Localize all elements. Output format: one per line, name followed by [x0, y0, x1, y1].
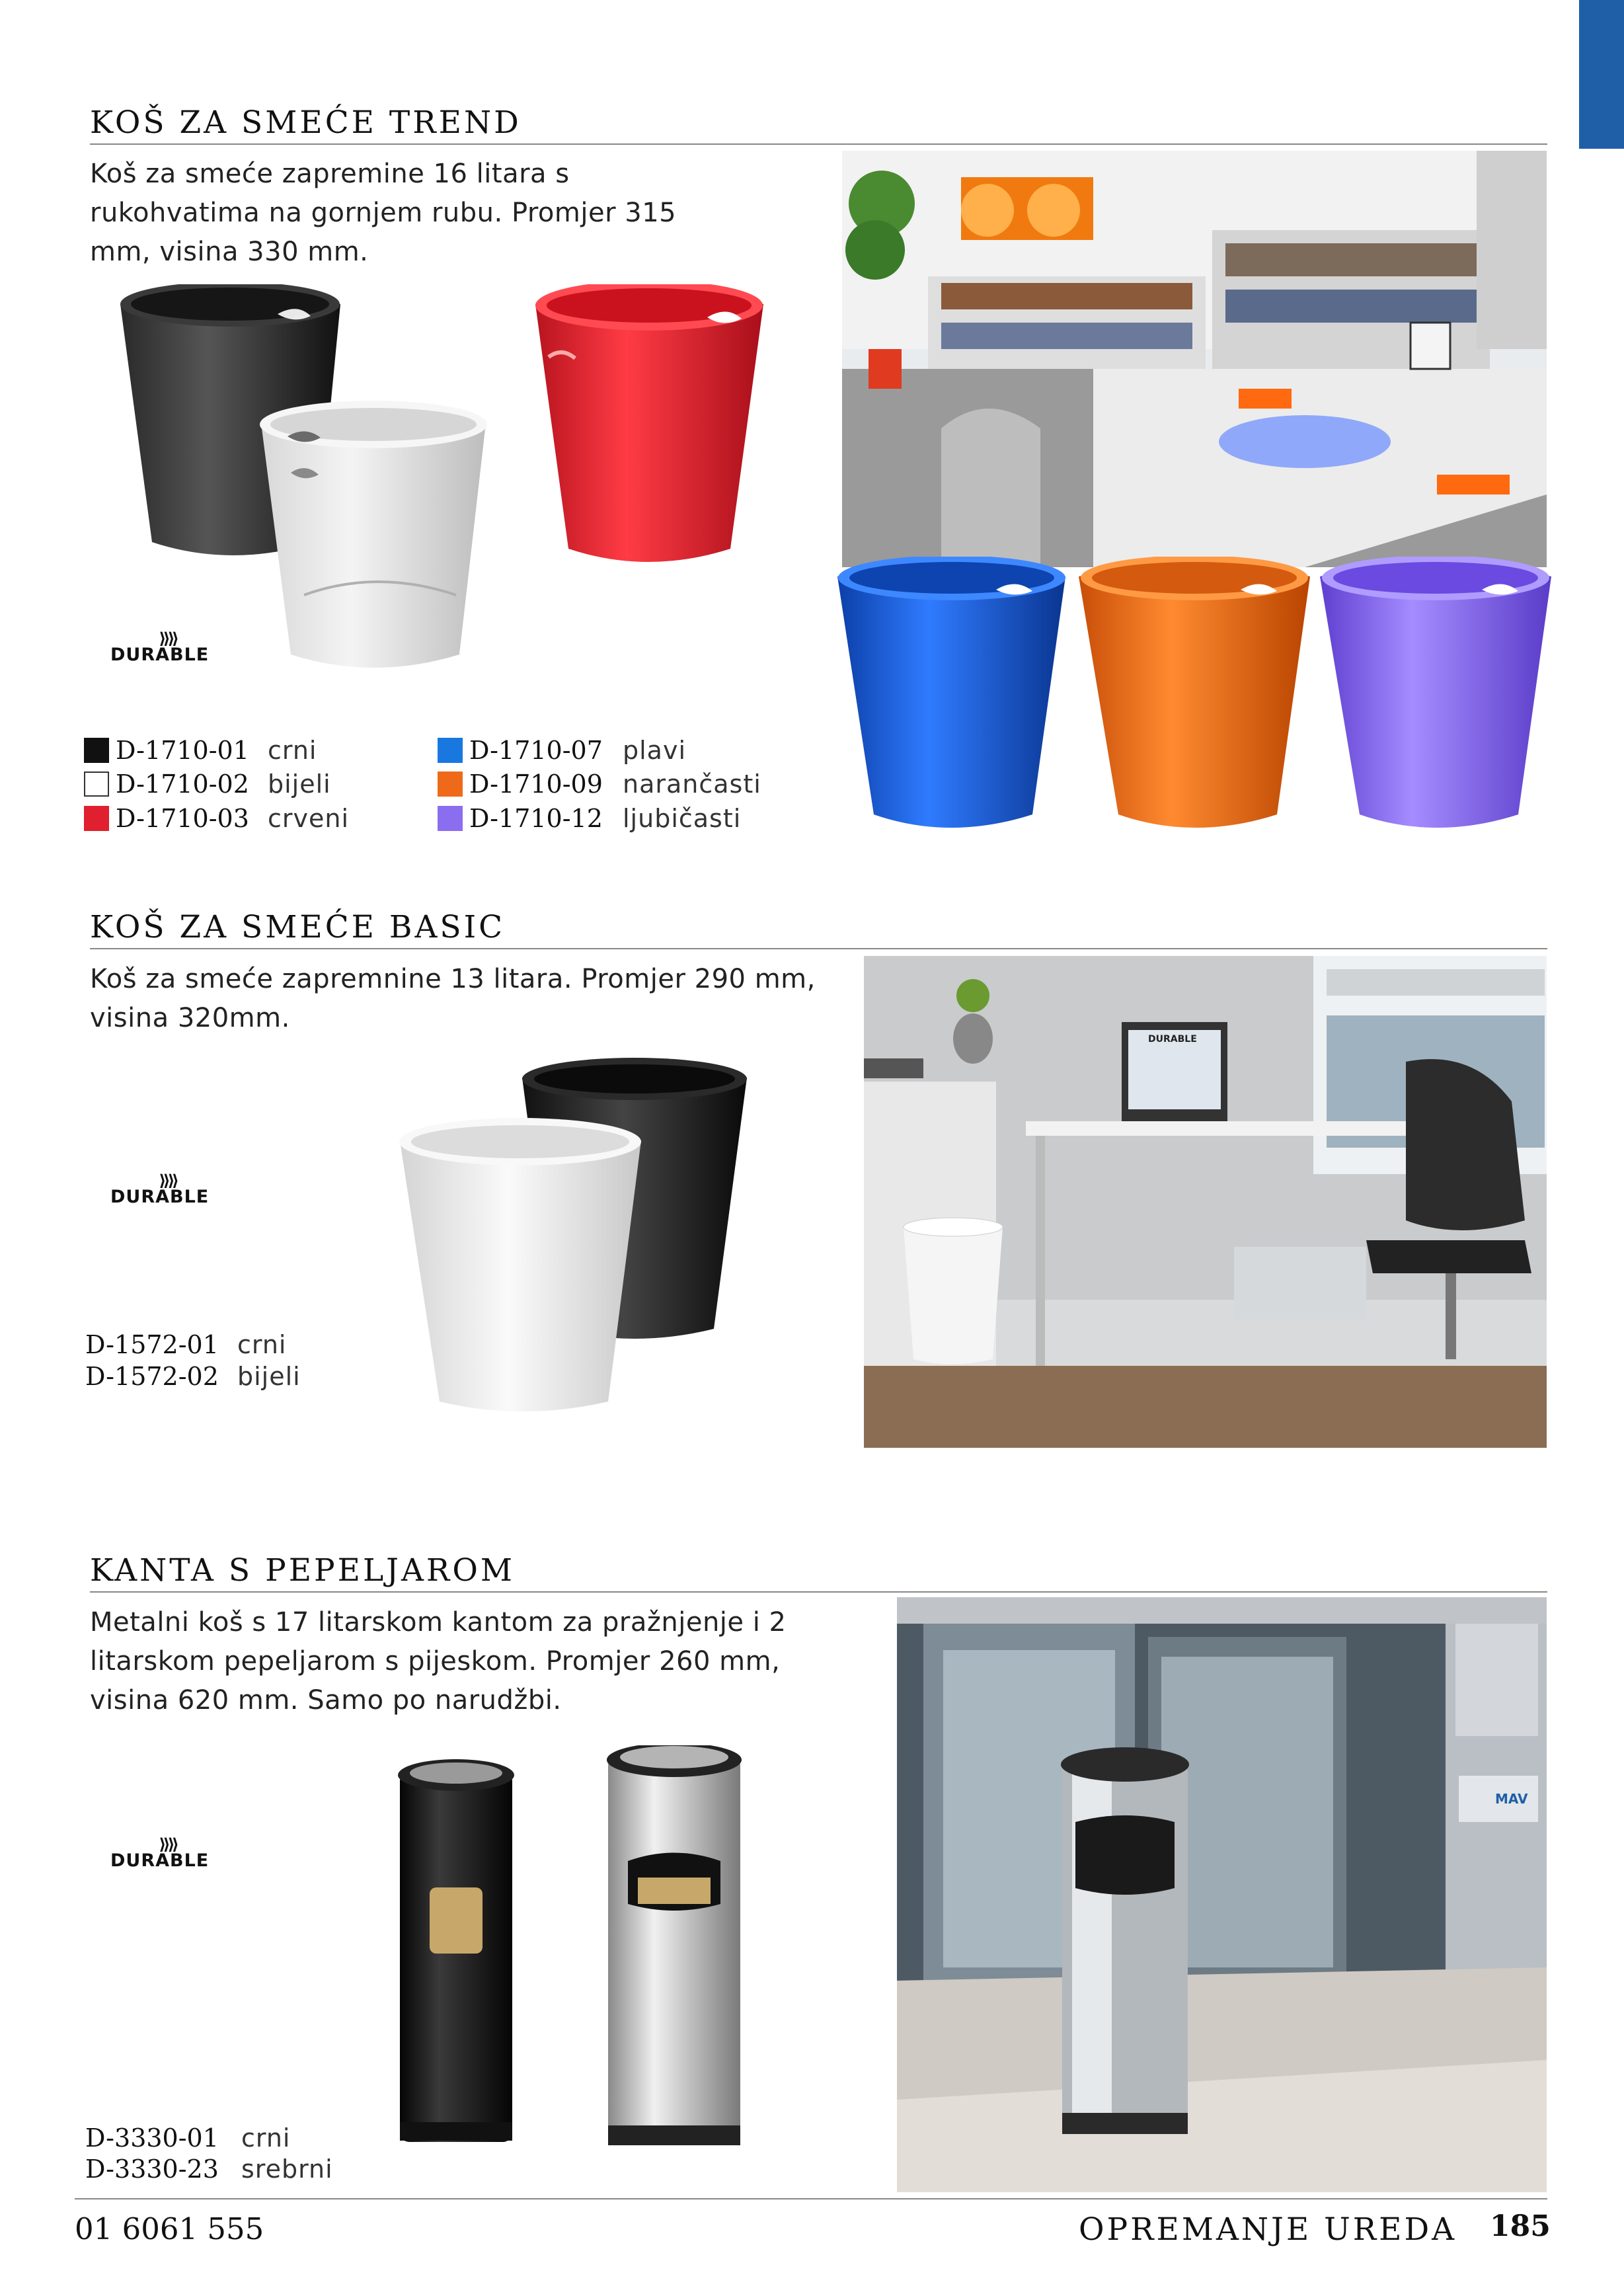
color-swatch — [438, 738, 463, 763]
code-row: D-1572-02 bijeli — [85, 1362, 301, 1391]
code-row: D-1710-09 narančasti — [438, 770, 761, 799]
ashtray-bins-image — [390, 1745, 747, 2155]
mailbox-plate-text: MAV — [1495, 1791, 1528, 1807]
trend-bins-colors-image — [834, 557, 1555, 828]
color-swatch — [84, 738, 109, 763]
section-title-basic: KOŠ ZA SMEĆE BASIC — [90, 909, 506, 945]
code-row: D-1710-12 ljubičasti — [438, 804, 741, 833]
entrance-photo — [897, 1597, 1547, 2192]
code-row: D-1710-07 plavi — [438, 736, 686, 765]
color-swatch — [84, 772, 109, 797]
color-swatch — [84, 806, 109, 831]
code-row: D-1572-01 crni — [85, 1330, 287, 1359]
durable-logo: ⟫⟫ DURABLE — [110, 629, 210, 665]
trend-bins-image — [112, 284, 773, 694]
durable-chevron-icon: ⟫⟫ — [159, 629, 176, 648]
section-title-ashtray: KANTA S PEPELJAROM — [90, 1552, 515, 1589]
color-swatch — [438, 806, 463, 831]
section-title-trend: KOŠ ZA SMEĆE TREND — [90, 104, 522, 141]
office-photo — [842, 151, 1547, 567]
code-row: D-1710-01 crni — [84, 736, 317, 765]
divider — [90, 1591, 1547, 1593]
description-basic: Koš za smeće zapremnine 13 litara. Promjer 290 mm, visina 320mm. — [90, 964, 816, 1033]
divider — [90, 948, 1547, 949]
color-swatch — [438, 772, 463, 797]
code-row: D-1710-02 bijeli — [84, 770, 331, 799]
footer-section-title: OPREMANJE UREDA — [1079, 2211, 1457, 2248]
footer-divider — [75, 2198, 1547, 2199]
basic-bins-image — [397, 1058, 754, 1415]
code-row: D-1710-03 crveni — [84, 804, 349, 833]
description-ashtray: Metalni koš s 17 litarskom kantom za pražnjenje i 2 litarskom pepeljarom s pijeskom. Promjer 260 mm, visina 620 mm. Samo po narudžbi. — [90, 1607, 787, 1716]
section-tab — [1579, 0, 1624, 149]
code-row: D-3330-01 crni — [85, 2123, 291, 2153]
footer-phone: 01 6061 555 — [75, 2211, 264, 2246]
laptop-screen-text: DURABLE — [1148, 1034, 1197, 1045]
durable-logo: ⟫⟫ DURABLE — [110, 1835, 210, 1871]
divider — [90, 143, 1547, 145]
description-trend: Koš za smeće zapremine 16 litara s rukohvatima na gornjem rubu. Promjer 315 mm, visina 330 mm. — [90, 159, 677, 267]
page-number: 185 — [1490, 2209, 1551, 2243]
durable-chevron-icon: ⟫⟫ — [159, 1835, 176, 1854]
durable-logo: ⟫⟫ DURABLE — [110, 1171, 210, 1207]
office-photo-basic — [864, 956, 1547, 1448]
code-row: D-3330-23 srebrni — [85, 2155, 333, 2184]
durable-chevron-icon: ⟫⟫ — [159, 1171, 176, 1190]
